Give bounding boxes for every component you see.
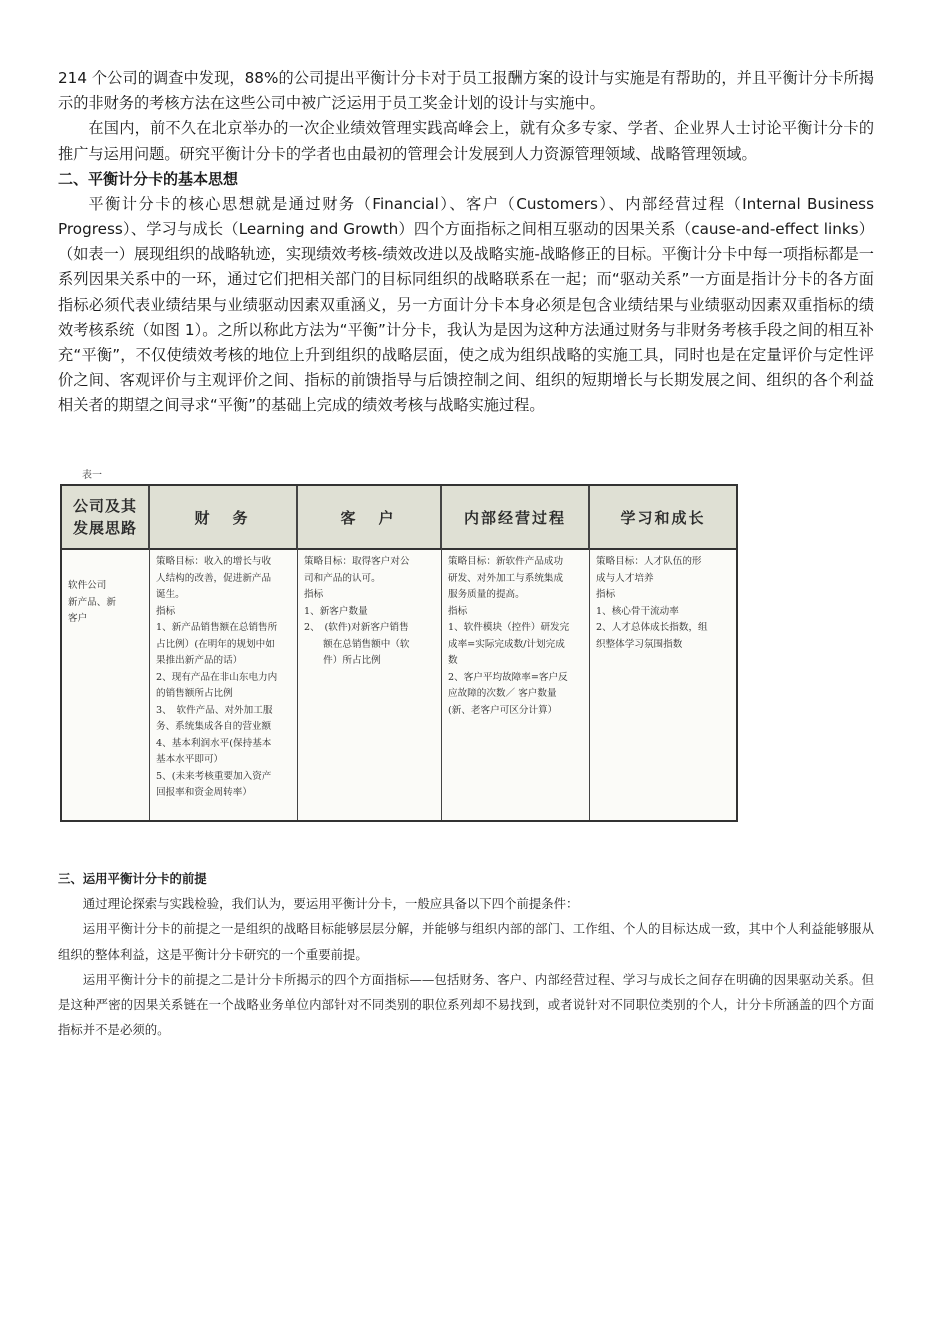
table-header-strategy-text: 公司及其 发展思路 <box>72 497 137 537</box>
section-2-heading: 二、平衡计分卡的基本思想 <box>58 169 239 188</box>
table-header-internal <box>442 486 590 548</box>
document-body <box>58 66 874 419</box>
table-header-learning <box>590 486 736 548</box>
table-label: 表一 <box>82 470 102 481</box>
table-header-customer <box>298 486 442 548</box>
paragraph-intro-2: 在国内，前不久在北京举办的一次企业绩效管理实践高峰会上，就有众多专家、学者、企业界人士讨论平衡计分卡的推广与运用问题。研究平衡计分卡的学者也由最初的管理会计发展到人力资源管理领域、战略管理领域。 <box>58 119 874 163</box>
section-3 <box>58 866 874 1042</box>
section-3-paragraph-2: 运用平衡计分卡的前提之一是组织的战略目标能够层层分解，并能够与组织内部的部门、工作组、个人的目标达成一致，其中个人利益能够服从组织的整体利益，这是平衡计分卡研究的一个重要前提。 <box>58 921 874 962</box>
table-header-finance-text: 财 务 <box>194 508 252 527</box>
table-cell-finance <box>150 548 298 820</box>
balanced-scorecard-table-image <box>60 484 738 822</box>
table-header-customer-text: 客 户 <box>340 508 398 527</box>
table-cell-internal <box>442 548 590 820</box>
table-cell-internal-text: 策略目标：新软件产品成功 研发、对外加工与系统集成 服务质量的提高。 指标 1、软件模块（控件）研发完 成率=实际完成数/计划完成 数 2、客户平均故障率=客户反 应故障的次数／ 客户数量 (新、老客户可区分计算） <box>448 556 570 716</box>
paragraph-intro-1: 214 个公司的调查中发现，88%的公司提出平衡计分卡对于员工报酬方案的设计与实施是有帮助的，并且平衡计分卡所揭示的非财务的考核方法在这些公司中被广泛运用于员工奖金计划的设计与实施中。 <box>58 69 874 113</box>
table-cell-customer <box>298 548 442 820</box>
table-cell-learning <box>590 548 736 820</box>
table-row-label <box>62 548 150 820</box>
table-row-label-text: 软件公司 新产品、新 客户 <box>68 580 116 624</box>
section-3-paragraph-3: 运用平衡计分卡的前提之二是计分卡所揭示的四个方面指标——包括财务、客户、内部经营过程、学习与成长之间存在明确的因果驱动关系。但是这种严密的因果关系链在一个战略业务单位内部针对不同类别的职位系列却不易找到，或者说针对不同职位类别的个人，计分卡所涵盖的四个方面指标并不是必须的。 <box>58 971 874 1038</box>
table-cell-customer-text: 策略目标：取得客户对公 司和产品的认可。 指标 1、新客户数量 2、 (软件)对新客户销售 额在总销售额中（软 件）所占比例 <box>304 556 410 666</box>
table-header-learning-text: 学习和成长 <box>620 508 706 527</box>
section-2-body: 平衡计分卡的核心思想就是通过财务（Financial）、客户（Customers）、内部经营过程（Internal Business Progress）、学习与成长（Learning and Growth）四个方面指标之间相互驱动的因果关系（cause-and-effect links）（如表一）展现组织的战略轨迹，实现绩效考核-绩效改进以及战略实施-战略修正的目标。平衡计分卡中每一项指标都是一系列因果关系中的一环，通过它们把相关部门的目标同组织的战略联系在一起；而“驱动关系”一方面是指计分卡的各方面指标必须代表业绩结果与业绩驱动因素双重涵义，另一方面计分卡本身必须是包含业绩结果与业绩驱动因素双重指标的绩效考核系统（如图 1）。之所以称此方法为“平衡”计分卡，我认为是因为这种方法通过财务与非财务考核手段之间的相互补充“平衡”，不仅使绩效考核的地位上升到组织的战略层面，使之成为组织战略的实施工具，同时也是在定量评价与定性评价之间、客观评价与主观评价之间、指标的前馈指导与后馈控制之间、组织的短期增长与长期发展之间、组织的各个利益相关者的期望之间寻求“平衡”的基础上完成的绩效考核与战略实施过程。 <box>58 194 874 415</box>
table-header-finance <box>150 486 298 548</box>
section-3-paragraph-1: 通过理论探索与实践检验，我们认为，要运用平衡计分卡，一般应具备以下四个前提条件： <box>82 896 579 912</box>
table-header-strategy <box>62 486 150 548</box>
table-header-internal-text: 内部经营过程 <box>463 508 566 527</box>
table-cell-finance-text: 策略目标：收入的增长与收 人结构的改善，促进新产品 诞生。 指标 1、新产品销售额在总销售所 占比例）(在明年的规划中如 果推出新产品的话） 2、现有产品在非山东电力内 的销售额所占比例 3、 软件产品、对外加工服 务、系统集成各自的营业额 4、基本利润水平(保持基本 基本水平即可） 5、(未来考核重要加入资产 回报率和资金周转率） <box>156 556 278 798</box>
section-3-heading: 三、运用平衡计分卡的前提 <box>58 871 207 886</box>
table-cell-learning-text: 策略目标：人才队伍的形 成与人才培养 指标 1、核心骨干流动率 2、人才总体成长指数，组 织整体学习氛围指数 <box>596 556 708 650</box>
